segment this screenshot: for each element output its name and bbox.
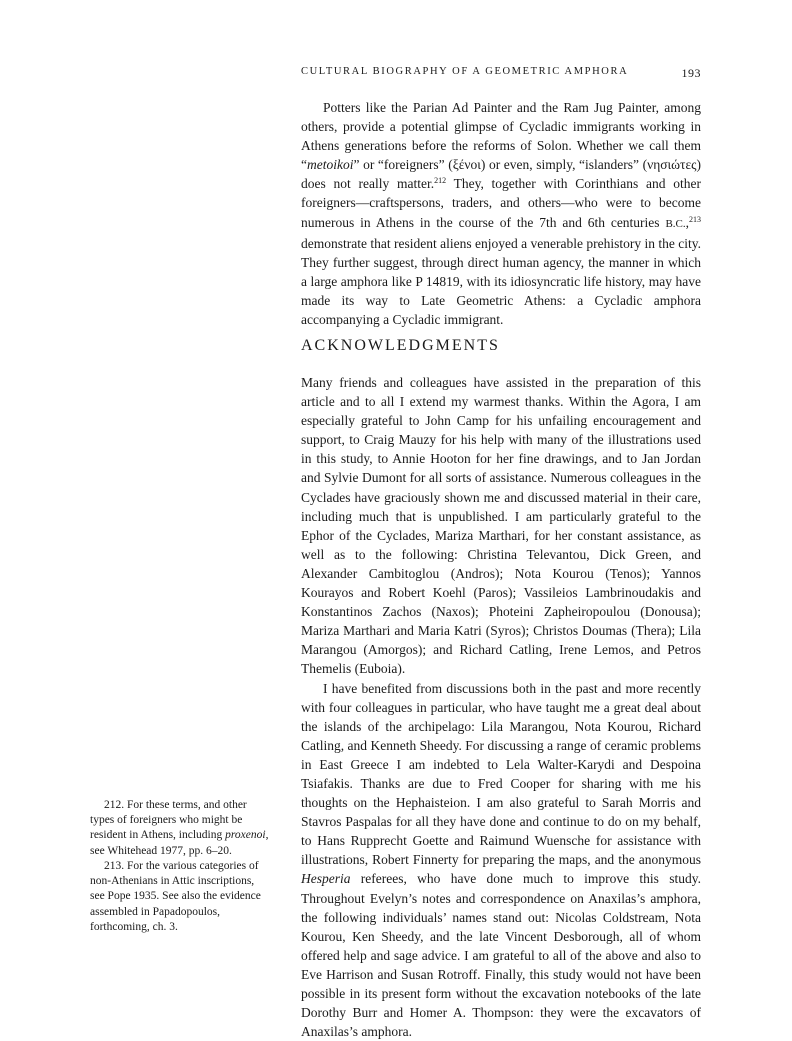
section-heading-acknowledgments: ACKNOWLEDGMENTS	[301, 337, 500, 355]
acknowledgments-body	[301, 373, 701, 1041]
running-title: CULTURAL BIOGRAPHY OF A GEOMETRIC AMPHORA	[301, 66, 628, 77]
footnote-212: 212. For these terms, and other types of foreigners who might be resident in Athens, including proxenoi, see Whitehead 1977, pp. 6–20.	[90, 798, 270, 859]
footnote-ref-213[interactable]: 213	[689, 215, 701, 224]
term-proxenoi: proxenoi	[225, 829, 265, 841]
footnote-ref-212[interactable]: 212	[434, 176, 446, 185]
running-header	[301, 66, 701, 82]
paragraph-immigrants: Potters like the Parian Ad Painter and the Ram Jug Painter, among others, provide a potential glimpse of Cycladic immigrants working in Athens generations before the reforms of Solon. Whether we call them “metoikoi” or “foreigners” (ξένοι) or even, simply, “islanders” (νησιώτες) does not really matter.$^{212}$ They, together with Corinthians and other foreigners—craftspersons, traders, and others—who were to become numerous in Athens in the course of the 7th and 6th centuries B.C.,$^{213}$ demonstrate that resident aliens enjoyed a venerable prehistory in the city. They further suggest, through direct human agency, the manner in which a large amphora like P 14819, with its idiosyncratic life history, may have made its way to Late Geometric Athens: a Cycladic amphora accompanying a Cycladic immigrant.	[301, 98, 701, 329]
page-number: 193	[682, 66, 702, 81]
paragraph-discussions: I have benefited from discussions both in the past and more recently with four colleagues in particular, who have taught me a great deal about the islands of the archipelago: Lila Marangou, Nota Kourou, Richard Catling, and Kenneth Sheedy. For discussing a range of ceramic problems in East Greece I am indebted to Lela Walter-Karydi and Despoina Tsiafakis. Thanks are due to Fred Cooper for sharing with me his thoughts on the Hephaisteion. I am also grateful to Sarah Morris and Stavros Paspalas for all they have done and continue to do on my behalf, to Hans Rupprecht Goette and Raimund Wuensche for assistance with illustrations, Robert Finnerty for preparing the maps, and the anonymous Hesperia referees, who have done much to improve this study. Throughout Evelyn’s notes and correspondence on Anaxilas’s amphora, the following individuals’ names stand out: Nicolas Coldstream, Nota Kourou, Ken Sheedy, and the late Vincent Desborough, all of whom offered help and sage advice. I am grateful to all of the above and also to Eve Harrison and Susan Rotroff. Finally, this study would not have been possible in its present form without the excavation notebooks of the late Dorothy Burr and Homer A. Thompson: they were the excavators of Anaxilas’s amphora.	[301, 679, 701, 1041]
main-text-intro	[301, 98, 701, 329]
abbrev-bc: B.C.	[665, 218, 685, 230]
paragraph-thanks: Many friends and colleagues have assisted in the preparation of this article and to all I extend my warmest thanks. Within the Agora, I am especially grateful to John Camp for his unfailing encouragement and support, to Craig Mauzy for his help with many of the illustrations used in this study, to Annie Hooton for her fine drawings, and to Jan Jordan and Sylvie Dumont for all sorts of assistance. Numerous colleagues in the Cyclades have graciously shown me and discussed material in their care, including much that is unpublished. I am particularly grateful to the Ephor of the Cyclades, Mariza Marthari, for her constant assistance, as well as to the following: Christina Televantou, Dick Green, and Alexander Cambitoglou (Andros); Nota Kourou (Tenos); Yannos Kourayos and Robert Koehl (Paros); Vassileios Lambrinoudakis and Konstantinos Zachos (Naxos); Photeini Zapheiropoulou (Donousa); Mariza Marthari and Maria Katri (Syros); Christos Doumas (Thera); Lila Marangou (Amorgos); and Richard Catling, Irene Lemos, and Petros Themelis (Euboia).	[301, 373, 701, 679]
term-metoikoi: metoikoi	[307, 157, 354, 172]
journal-title-hesperia: Hesperia	[301, 871, 351, 886]
footnote-213: 213. For the various categories of non-Athenians in Attic inscriptions, see Pope 1935. See also the evidence assembled in Papadopoulos, forthcoming, ch. 3.	[90, 859, 270, 935]
